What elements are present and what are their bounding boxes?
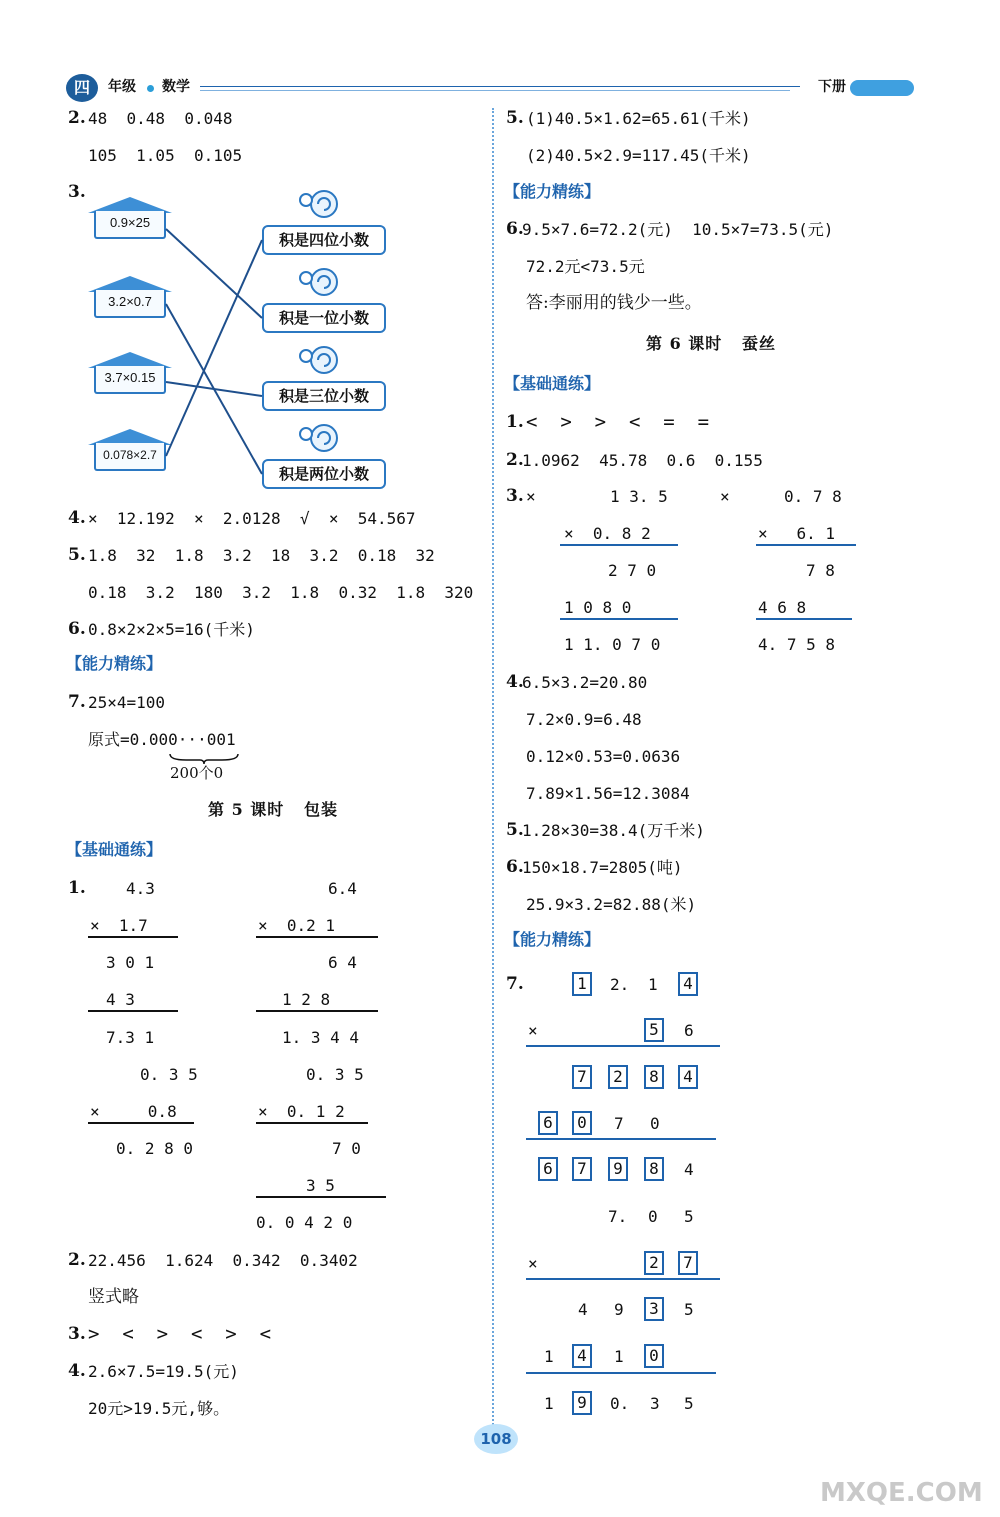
l-q7-brace-note: 200个0: [170, 764, 224, 782]
calc-rule: [88, 1010, 178, 1012]
calc-rule: [256, 1196, 386, 1198]
digit: 0.: [610, 1394, 630, 1413]
calc-rule: [756, 544, 856, 546]
l-q2b-note: 竖式略: [88, 1287, 139, 1307]
l-q7-line2: 原式=0.000···001: [88, 730, 236, 749]
snail-icon: [298, 186, 342, 220]
calc-line: 3 0 1: [106, 953, 155, 972]
digit: 1: [544, 1394, 554, 1413]
lesson-title: 第 6 课时 蚕丝: [646, 334, 776, 353]
calc-rule: [256, 1010, 378, 1012]
l-q2b-text: 22.456 1.624 0.342 0.3402: [88, 1251, 358, 1270]
calc-line: 0. 3 5: [140, 1065, 198, 1084]
grade-badge: 四: [66, 74, 98, 102]
digit: 7.: [608, 1207, 628, 1226]
r-q5-line2: (2)40.5×2.9=117.45(千米): [526, 146, 751, 165]
digit: 1: [544, 1347, 554, 1366]
digit-box: 1: [572, 972, 592, 996]
target-pill: 积是两位小数: [262, 459, 386, 489]
calc-line: × 0. 1 2: [258, 1102, 345, 1121]
digit: 3: [650, 1394, 660, 1413]
calc-line: 1 0 8 0: [564, 598, 632, 617]
calc-line: 6 4: [328, 953, 357, 972]
digit: 4: [578, 1300, 588, 1319]
target-pill: 积是四位小数: [262, 225, 386, 255]
r-q6b-line2: 25.9×3.2=82.88(米): [526, 895, 697, 914]
l-q2-row2: 105 1.05 0.105: [88, 146, 243, 165]
snail-icon: [298, 420, 342, 454]
l-q5-row1: 1.8 32 1.8 3.2 18 3.2 0.18 32: [88, 546, 435, 565]
section-heading: 【基础通练】: [66, 840, 163, 859]
volume-label: 下册: [818, 79, 846, 95]
calc-line: × 1.7: [90, 916, 148, 935]
r-q5-line1: (1)40.5×1.62=65.61(千米): [526, 109, 751, 128]
l-q7-line1: 25×4=100: [88, 693, 166, 712]
dot-icon: [147, 85, 154, 92]
digit-box: 7: [572, 1065, 592, 1089]
calc-rule: [560, 618, 678, 620]
digit-box: 8: [644, 1157, 664, 1181]
l-q3b-text: > < > < > <: [88, 1323, 272, 1345]
section-heading: 【能力精练】: [504, 182, 601, 201]
calc-line: 0. 2 8 0: [116, 1139, 194, 1158]
target-pill: 积是三位小数: [262, 381, 386, 411]
digit-box: 6: [538, 1111, 558, 1135]
calc-rule: [560, 544, 678, 546]
digit-box: 9: [572, 1391, 592, 1415]
calc-line: 4 6 8: [758, 598, 807, 617]
digit-box: 2: [608, 1065, 628, 1089]
digit-box: 0: [572, 1111, 592, 1135]
digit-box: 0: [644, 1344, 664, 1368]
digit: ×: [528, 1254, 538, 1273]
r-q4-line: 0.12×0.53=0.0636: [526, 747, 681, 766]
header-rule: [200, 86, 800, 87]
calc-line: × 6. 1: [758, 524, 836, 543]
match-line: [166, 382, 262, 396]
l-q3-label: 3.: [68, 182, 86, 202]
digit: 7: [614, 1114, 624, 1133]
digit-box: 9: [608, 1157, 628, 1181]
digit-box: 4: [678, 972, 698, 996]
calc-line: 4.3: [126, 879, 155, 898]
l-q5-row2: 0.18 3.2 180 3.2 1.8 0.32 1.8 320: [88, 583, 474, 602]
calc-line: × 0.2 1: [258, 916, 336, 935]
digit-box: 6: [538, 1157, 558, 1181]
calc-line: 0. 3 5: [306, 1065, 364, 1084]
r-q6-line2: 72.2元<73.5元: [526, 257, 645, 276]
digit: 9: [614, 1300, 624, 1319]
r-q1-label: 1.: [506, 412, 524, 432]
l-q6-label: 6.: [68, 619, 86, 639]
r-q5b-label: 5.: [506, 820, 524, 840]
digit: 5: [684, 1300, 694, 1319]
calc-line: 6.4: [328, 879, 357, 898]
grade-label: 年级: [108, 79, 136, 95]
l-q4-label: 4.: [68, 508, 86, 528]
calc-line: 1. 3 4 4: [282, 1028, 360, 1047]
column-divider: [492, 108, 494, 1428]
digit-box: 7: [678, 1251, 698, 1275]
calc-rule: [88, 936, 178, 938]
l-q1-label: 1.: [68, 878, 86, 898]
digit: 6: [684, 1021, 694, 1040]
calc-line: 7.3 1: [106, 1028, 155, 1047]
section-heading: 【能力精练】: [66, 654, 163, 673]
calc-rule: [526, 1278, 720, 1280]
calc-rule: [256, 1122, 368, 1124]
calc-line: 3 5: [306, 1176, 335, 1195]
l-q2-row1: 48 0.48 0.048: [88, 109, 233, 128]
calc-rule: [756, 618, 852, 620]
calc-rule: [526, 1372, 716, 1374]
r-q2-text: 1.0962 45.78 0.6 0.155: [522, 451, 763, 470]
section-heading: 【能力精练】: [504, 930, 601, 949]
calc-rule: [256, 936, 378, 938]
underbrace: [168, 752, 240, 764]
calc-rule: [88, 1122, 194, 1124]
target-pill: 积是一位小数: [262, 303, 386, 333]
r-q3-mark1: ×: [526, 487, 536, 506]
digit: ×: [528, 1021, 538, 1040]
digit: 5: [684, 1394, 694, 1413]
match-line: [166, 240, 262, 456]
digit-box: 2: [644, 1251, 664, 1275]
r-q2-label: 2.: [506, 450, 524, 470]
digit-box: 5: [644, 1018, 664, 1042]
l-q7-label: 7.: [68, 692, 86, 712]
subject-label: 数学: [162, 79, 190, 95]
match-line: [166, 229, 262, 318]
r-q4-line: 7.2×0.9=6.48: [526, 710, 642, 729]
calc-line: 0. 0 4 2 0: [256, 1213, 353, 1232]
calc-line: 4 3: [106, 990, 135, 1009]
r-q6b-label: 6.: [506, 857, 524, 877]
calc-line: 1 2 8: [282, 990, 331, 1009]
r-q4-line: 7.89×1.56=12.3084: [526, 784, 690, 803]
l-q3b-label: 3.: [68, 1324, 86, 1344]
l-q4b-label: 4.: [68, 1361, 86, 1381]
header-rule-2: [200, 90, 790, 91]
r-q1-text: < > > < = =: [526, 411, 710, 433]
r-q5b-text: 1.28×30=38.4(万千米): [522, 821, 705, 840]
r-q6-line3: 答:李丽用的钱少一些。: [526, 293, 702, 313]
calc-line: 2 7 0: [608, 561, 657, 580]
digit-box: 4: [678, 1065, 698, 1089]
lesson-title: 第 5 课时 包装: [208, 800, 338, 819]
snail-icon: [298, 264, 342, 298]
r-q3-mark2: ×: [720, 487, 730, 506]
r-q5-label: 5.: [506, 108, 524, 128]
digit: 5: [684, 1207, 694, 1226]
l-q2b-label: 2.: [68, 1250, 86, 1270]
l-q4b-line2: 20元>19.5元,够。: [88, 1399, 230, 1418]
l-q4b-line1: 2.6×7.5=19.5(元): [88, 1362, 239, 1381]
r-q6-label: 6.: [506, 219, 524, 239]
digit: 0: [650, 1114, 660, 1133]
l-q2-label: 2.: [68, 108, 86, 128]
digit-box: 4: [572, 1344, 592, 1368]
match-line: [166, 304, 262, 474]
calc-line: 4. 7 5 8: [758, 635, 836, 654]
r-q3-label: 3.: [506, 486, 524, 506]
calc-line: × 0.8: [90, 1102, 177, 1121]
snail-icon: [298, 342, 342, 376]
r-q6-line1: 9.5×7.6=72.2(元) 10.5×7=73.5(元): [522, 220, 834, 239]
digit-box: 8: [644, 1065, 664, 1089]
page-number: 108: [474, 1424, 518, 1454]
digit: 1: [648, 975, 658, 994]
digit: 4: [684, 1160, 694, 1179]
digit: 0: [648, 1207, 658, 1226]
calc-line: 0. 7 8: [784, 487, 842, 506]
digit: 1: [614, 1347, 624, 1366]
r-q4-label: 4.: [506, 672, 524, 692]
digit-box: 7: [572, 1157, 592, 1181]
calc-line: × 0. 8 2: [564, 524, 651, 543]
calc-rule: [526, 1138, 716, 1140]
l-q5-label: 5.: [68, 545, 86, 565]
calc-line: 7 0: [332, 1139, 361, 1158]
header-decoration-icon: [850, 80, 914, 96]
calc-line: 1 1. 0 7 0: [564, 635, 661, 654]
calc-line: 7 8: [806, 561, 835, 580]
calc-rule: [526, 1045, 720, 1047]
r-q6b-line1: 150×18.7=2805(吨): [522, 858, 683, 877]
r-q4-line: 6.5×3.2=20.80: [522, 673, 648, 692]
r-q7-label: 7.: [506, 974, 524, 994]
digit: 2.: [610, 975, 630, 994]
watermark: MXQE.COM: [820, 1478, 983, 1508]
calc-line: 1 3. 5: [610, 487, 668, 506]
l-q4-text: × 12.192 × 2.0128 √ × 54.567: [88, 509, 416, 528]
l-q6-text: 0.8×2×2×5=16(千米): [88, 620, 255, 639]
digit-box: 3: [644, 1297, 664, 1321]
section-heading: 【基础通练】: [504, 374, 601, 393]
